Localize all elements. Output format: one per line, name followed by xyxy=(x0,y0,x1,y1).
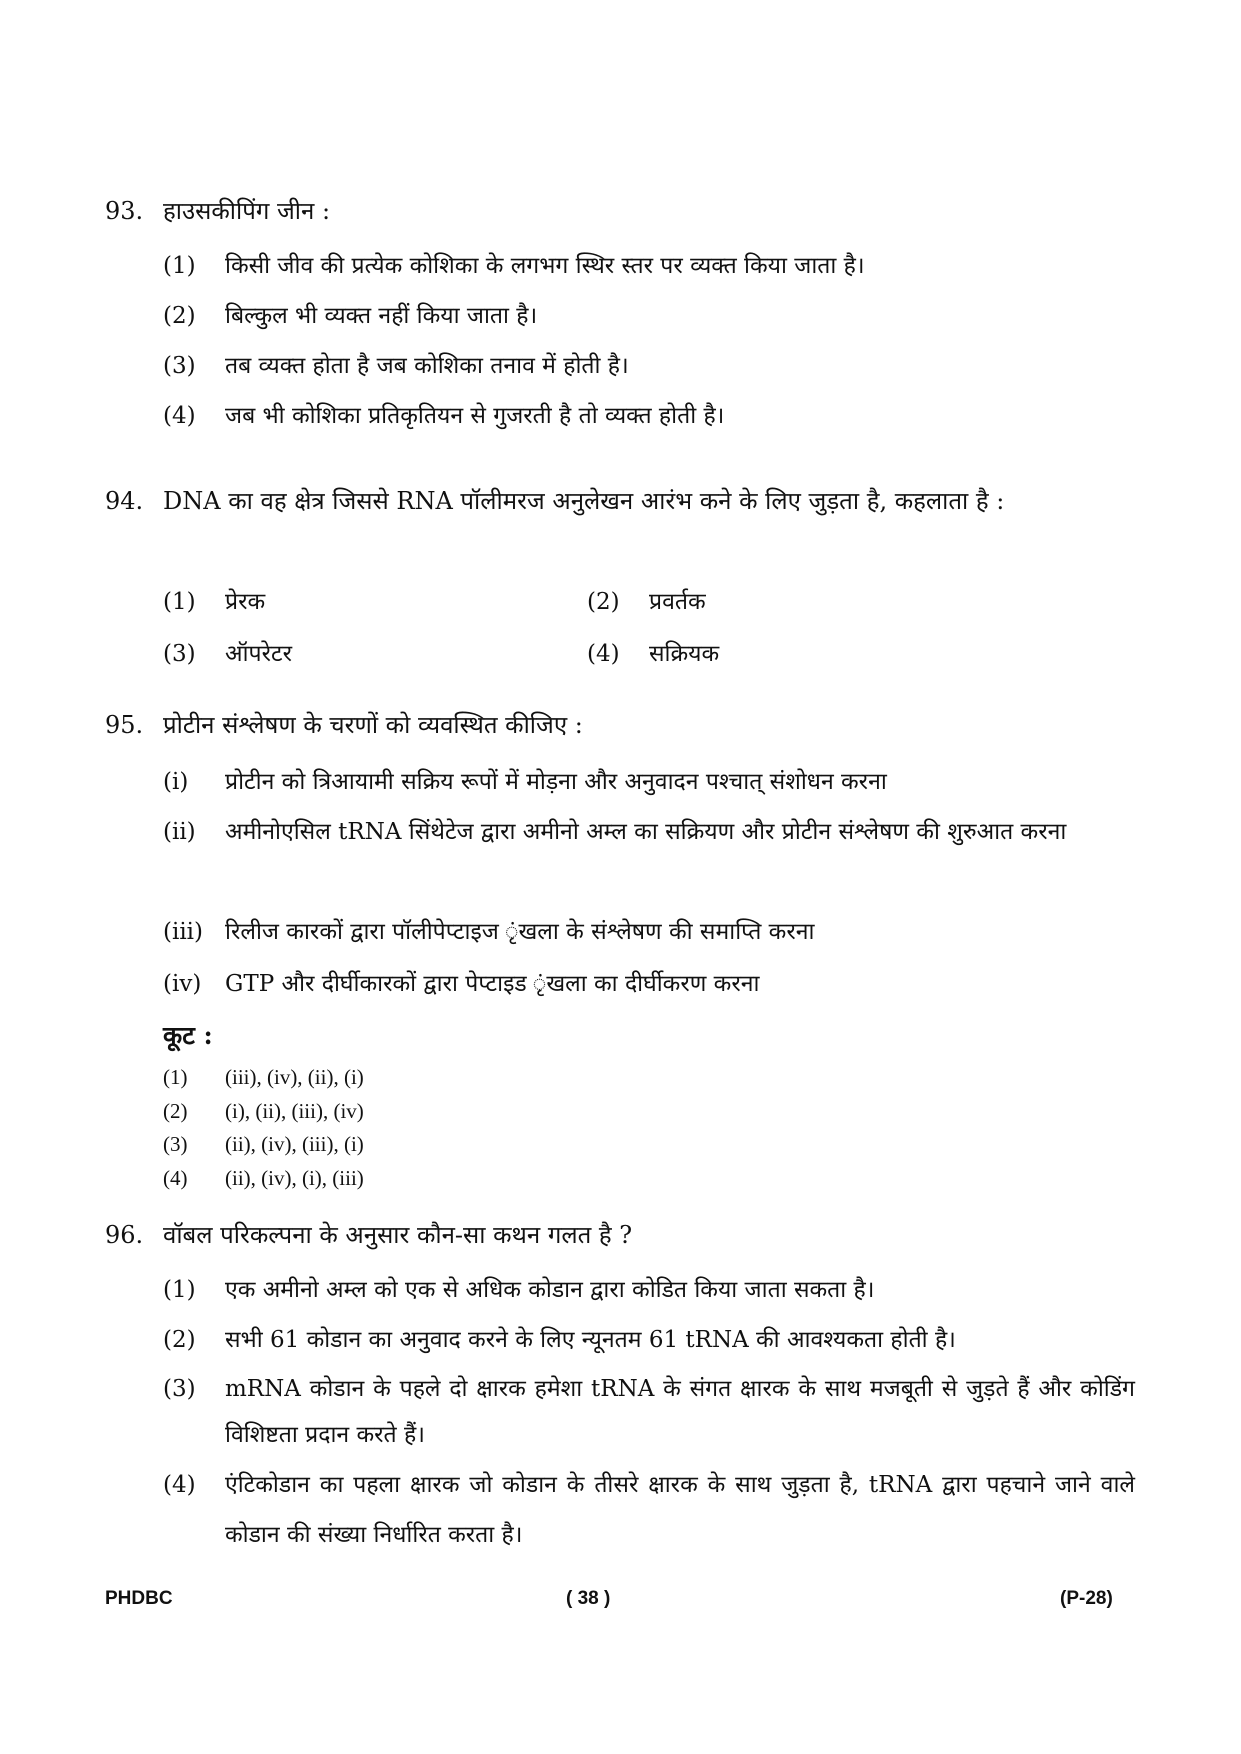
q95-code-option-2: (2) (i), (ii), (iii), (iv) xyxy=(163,1099,364,1123)
q95-code-option-1: (1) (iii), (iv), (ii), (i) xyxy=(163,1065,364,1089)
q96-option-1: (1) एक अमीनो अम्ल को एक से अधिक कोडान द्वारा कोडित किया जाता सकता है। xyxy=(163,1277,875,1303)
q95-code-option-3: (3) (ii), (iv), (iii), (i) xyxy=(163,1132,364,1156)
q94-option-2: (2) प्रवर्तक xyxy=(587,589,706,615)
footer-set-code: (P-28) xyxy=(1060,1588,1113,1609)
q94-option-1: (1) प्रेरक xyxy=(163,589,266,615)
q93-option-1: (1) किसी जीव की प्रत्येक कोशिका के लगभग स्थिर स्तर पर व्यक्त किया जाता है। xyxy=(163,253,865,279)
q93-option-2: (2) बिल्कुल भी व्यक्त नहीं किया जाता है। xyxy=(163,303,538,329)
question-text: DNA का वह क्षेत्र जिससे RNA पॉलीमरज अनुलेखन आरंभ कने के लिए जुड़ता है, कहलाता है : xyxy=(163,487,1005,515)
q94-option-4: (4) सक्रियक xyxy=(587,641,720,667)
q95-item-iv: (iv) GTP और दीर्घीकारकों द्वारा पेप्टाइड ृंखला का दीर्घीकरण करना xyxy=(163,971,760,997)
q95-item-iii: (iii) रिलीज कारकों द्वारा पॉलीपेप्टाइज ृंखला के संश्लेषण की समाप्ति करना xyxy=(163,919,815,945)
question-text: हाउसकीपिंग जीन : xyxy=(163,197,331,225)
question-text: वॉबल परिकल्पना के अनुसार कौन-सा कथन गलत है ? xyxy=(163,1221,633,1249)
question-95 xyxy=(105,708,1145,742)
q96-option-2: (2) सभी 61 कोडान का अनुवाद करने के लिए न्यूनतम 61 tRNA की आवश्यकता होती है। xyxy=(163,1327,956,1353)
question-number: 93. xyxy=(105,197,144,225)
question-number: 96. xyxy=(105,1221,144,1249)
question-text: प्रोटीन संश्लेषण के चरणों को व्यवस्थित कीजिए : xyxy=(163,711,583,739)
q95-code-option-4: (4) (ii), (iv), (i), (iii) xyxy=(163,1166,364,1190)
q96-option-4: (4) एंटिकोडान का पहला क्षारक जो कोडान के तीसरे क्षारक के साथ जुड़ता है, tRNA द्वारा पहचाने जाने वाले कोडान की संख्या निर्धारित करता है। xyxy=(163,1472,1135,1548)
q96-option-3: (3) mRNA कोडान के पहले दो क्षारक हमेशा tRNA के संगत क्षारक के साथ मजबूती से जुड़ते हैं और कोडिंग विशिष्टता प्रदान करते हैं। xyxy=(163,1376,1135,1448)
question-94 xyxy=(105,478,1145,524)
q95-item-i: (i) प्रोटीन को त्रिआयामी सक्रिय रूपों में मोड़ना और अनुवादन पश्चात् संशोधन करना xyxy=(163,769,887,795)
q93-option-3: (3) तब व्यक्त होता है जब कोशिका तनाव में होती है। xyxy=(163,353,629,379)
q93-option-4: (4) जब भी कोशिका प्रतिकृतियन से गुजरती है तो व्यक्त होती है। xyxy=(163,403,725,429)
question-93 xyxy=(105,194,1145,228)
question-number: 94. xyxy=(105,487,144,515)
question-96 xyxy=(105,1218,1145,1252)
q94-option-3: (3) ऑपरेटर xyxy=(163,641,292,667)
question-number: 95. xyxy=(105,711,144,739)
footer-paper-code: PHDBC xyxy=(105,1588,173,1609)
q95-item-ii: (ii) अमीनोएसिल tRNA सिंथेटेज द्वारा अमीनो अम्ल का सक्रियण और प्रोटीन संश्लेषण की शुरुआत करना xyxy=(163,819,1067,845)
footer-page-number: ( 38 ) xyxy=(566,1588,611,1609)
code-label: कूट : xyxy=(163,1021,213,1050)
